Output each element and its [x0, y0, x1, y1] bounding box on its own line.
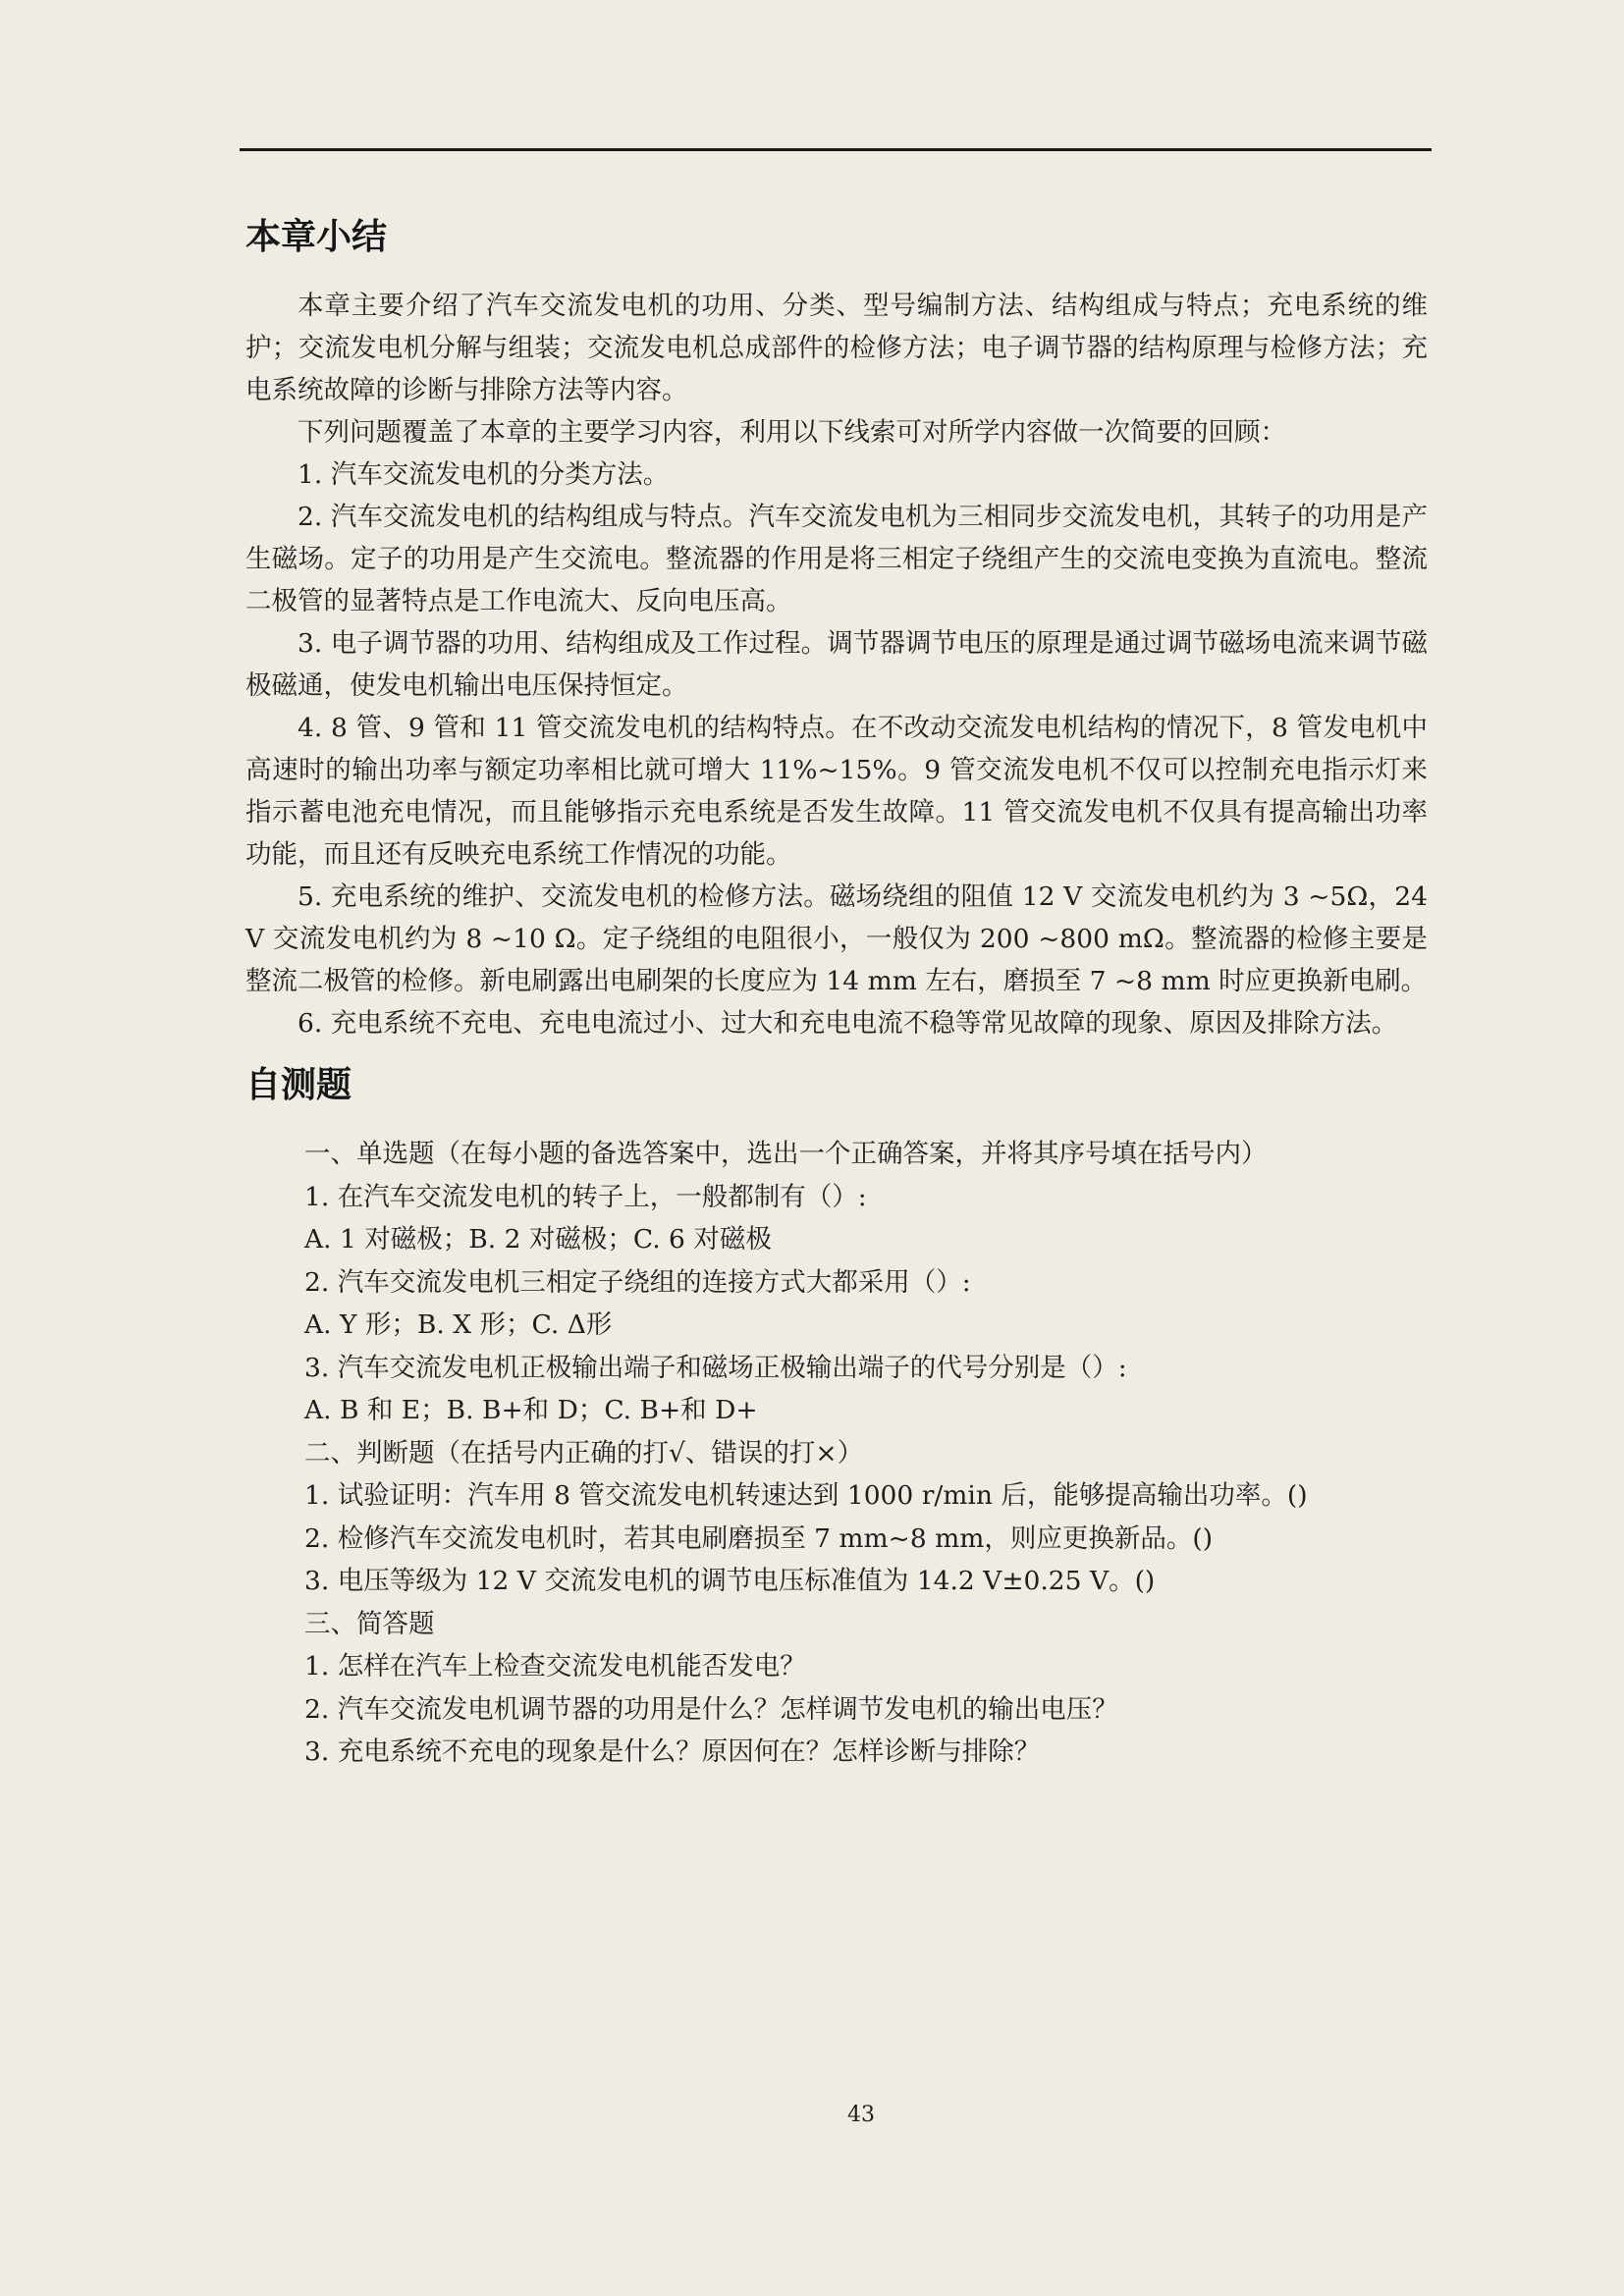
summary-title: 本章小结: [245, 217, 388, 257]
selftest-title: 自测题: [245, 1065, 352, 1105]
summary-paragraph: 6. 充电系统不充电、充电电流过小、过大和充电电流不稳等常见故障的现象、原因及排除方法。: [298, 1008, 1398, 1039]
selftest-line: 1. 试验证明：汽车用 8 管交流发电机转速达到 1000 r/min 后，能够提高输出功率。(): [304, 1480, 1308, 1511]
selftest-line: 1. 在汽车交流发电机的转子上，一般都制有（）:: [304, 1181, 867, 1212]
header-rule: [240, 148, 1432, 151]
selftest-line: A. Y 形；B. X 形；C. Δ形: [304, 1309, 613, 1340]
selftest-line: 3. 充电系统不充电的现象是什么？原因何在？怎样诊断与排除？: [304, 1736, 1041, 1767]
summary-paragraph: 本章主要介绍了汽车交流发电机的功用、分类、型号编制方法、结构组成与特点；充电系统的维护；交流发电机分解与组装；交流发电机总成部件的检修方法；电子调节器的结构原理与检修方法；充电系统故障的诊断与排除方法等内容。: [245, 291, 1428, 405]
selftest-line: 2. 汽车交流发电机三相定子绕组的连接方式大都采用（）:: [304, 1266, 971, 1298]
summary-paragraph: 4. 8 管、9 管和 11 管交流发电机的结构特点。在不改动交流发电机结构的情况下，8 管发电机中高速时的输出功率与额定功率相比就可增大 11%~15%。9 管交流发电机不仅可以控制充电指示灯来指示蓄电池充电情况，而且能够指示充电系统是否发生故障。11 管交流发电机不仅具有提高输出功率功能，而且还有反映充电系统工作情况的功能。: [245, 713, 1428, 870]
page-content: [245, 208, 1428, 1774]
selftest-line: 3. 电压等级为 12 V 交流发电机的调节电压标准值为 14.2 V±0.25 V。(): [304, 1566, 1156, 1596]
summary-paragraph: 下列问题覆盖了本章的主要学习内容，利用以下线索可对所学内容做一次简要的回顾：: [298, 417, 1286, 448]
summary-body: [245, 285, 1428, 1044]
selftest-line: 3. 汽车交流发电机正极输出端子和磁场正极输出端子的代号分别是（）:: [304, 1352, 1127, 1383]
selftest-body: [245, 1133, 1428, 1774]
selftest-line: 1. 怎样在汽车上检查交流发电机能否发电？: [304, 1651, 806, 1682]
selftest-line: 一、单选题（在每小题的备选答案中，选出一个正确答案，并将其序号填在括号内）: [304, 1139, 1268, 1169]
selftest-line: 三、简答题: [304, 1608, 435, 1639]
selftest-line: 2. 检修汽车交流发电机时，若其电刷磨损至 7 mm~8 mm，则应更换新品。(): [304, 1522, 1214, 1554]
page-number: 43: [847, 2103, 875, 2127]
summary-paragraph: 5. 充电系统的维护、交流发电机的检修方法。磁场绕组的阻值 12 V 交流发电机约为 3 ~5Ω，24 V 交流发电机约为 8 ~10 Ω。定子绕组的电阻很小，一般仅为 200 ~800 mΩ。整流器的检修主要是整流二极管的检修。新电刷露出电刷架的长度应为 14 mm 左右，磨损至 7 ~8 mm 时应更换新电刷。: [245, 881, 1428, 996]
selftest-line: A. 1 对磁极；B. 2 对磁极；C. 6 对磁极: [304, 1224, 772, 1255]
selftest-line: 二、判断题（在括号内正确的打√、错误的打×）: [304, 1437, 864, 1468]
summary-paragraph: 3. 电子调节器的功用、结构组成及工作过程。调节器调节电压的原理是通过调节磁场电流来调节磁极磁通，使发电机输出电压保持恒定。: [245, 628, 1428, 701]
selftest-line: A. B 和 E；B. B+和 D；C. B+和 D+: [304, 1395, 758, 1425]
selftest-line: 2. 汽车交流发电机调节器的功用是什么？怎样调节发电机的输出电压？: [304, 1693, 1118, 1725]
summary-paragraph: 1. 汽车交流发电机的分类方法。: [298, 459, 670, 490]
summary-paragraph: 2. 汽车交流发电机的结构组成与特点。汽车交流发电机为三相同步交流发电机，其转子的功用是产生磁场。定子的功用是产生交流电。整流器的作用是将三相定子绕组产生的交流电变换为直流电。整流二极管的显著特点是工作电流大、反向电压高。: [245, 502, 1428, 616]
